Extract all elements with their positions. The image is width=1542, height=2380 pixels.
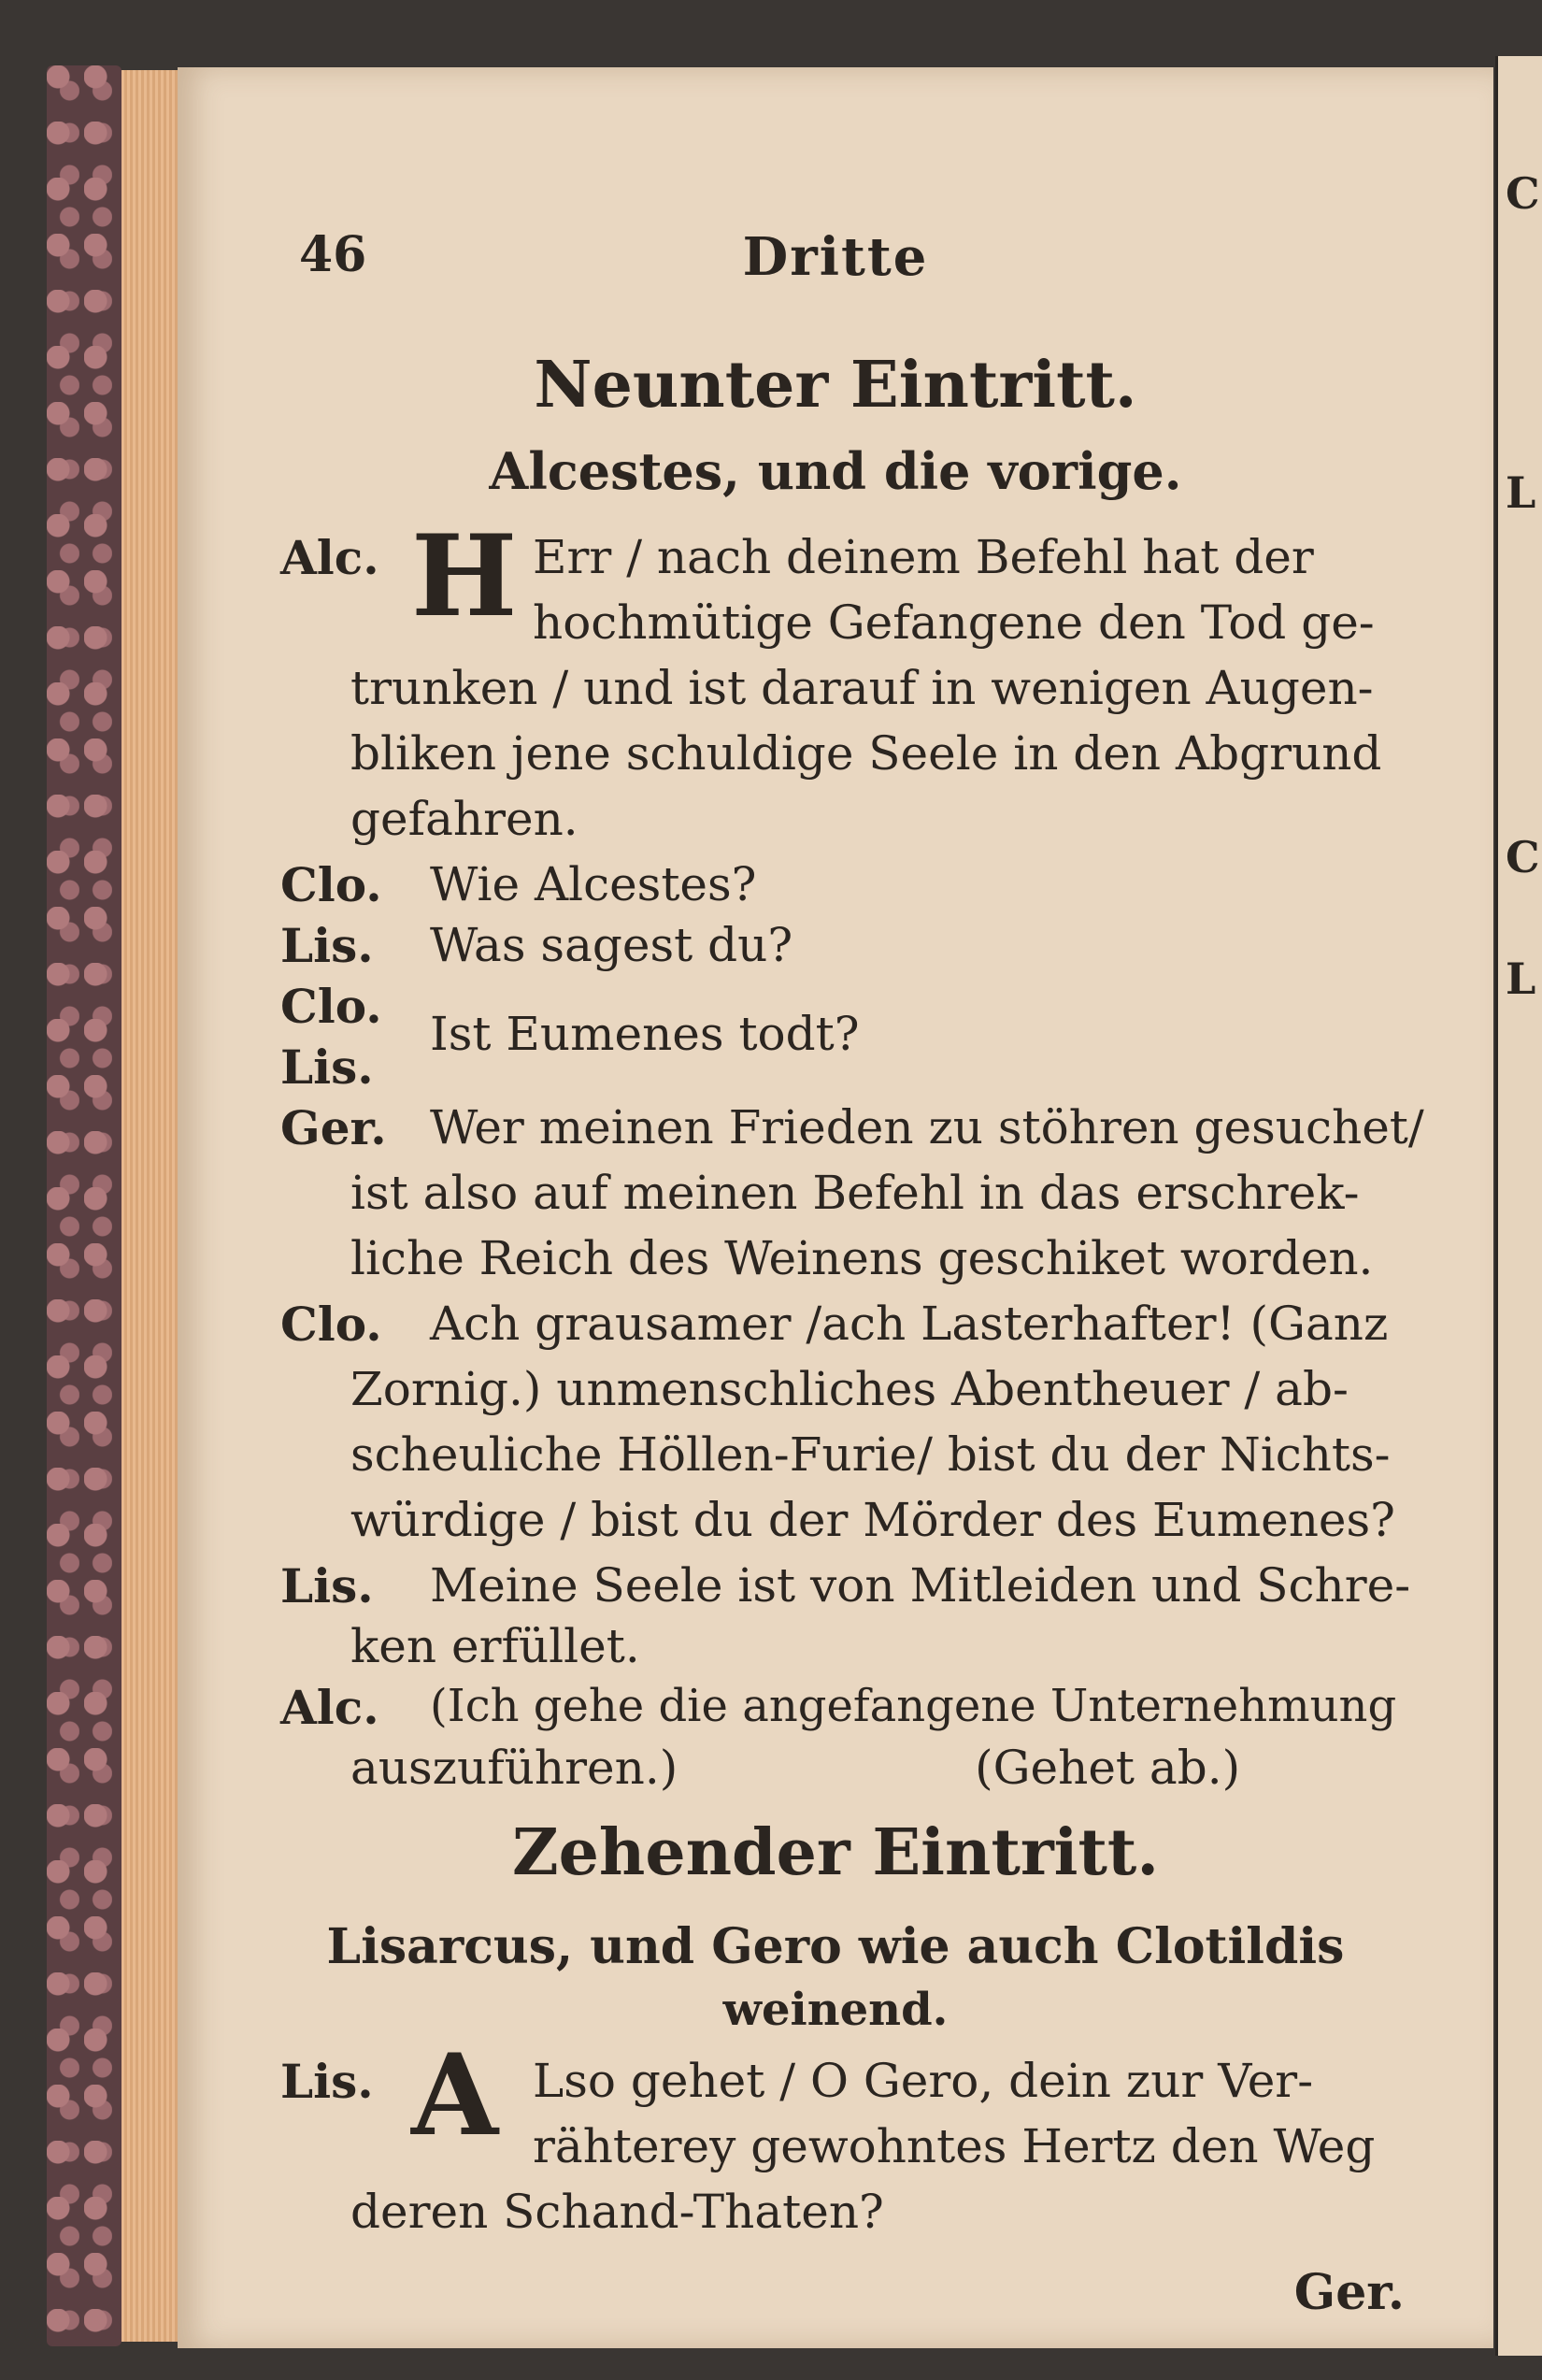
facing-letter: L: [1506, 953, 1536, 1004]
text-line: ken erfüllet.: [350, 1619, 640, 1673]
page-header: [178, 226, 1493, 301]
text-line: rähterey gewohntes Hertz den Weg: [533, 2119, 1376, 2173]
text-line: (Ich gehe die angefangene Unternehmung: [430, 1680, 1397, 1732]
text-line: Wie Alcestes?: [430, 857, 757, 911]
drop-capital: H: [411, 510, 518, 642]
speaker-label: Ger.: [280, 1100, 387, 1155]
text-line: hochmütige Gefangene den Tod ge-: [533, 595, 1375, 650]
speaker-label: Clo.: [280, 1297, 382, 1352]
scene-10-title: Zehender Eintritt.: [511, 1815, 1160, 1890]
facing-letter: L: [1506, 467, 1536, 518]
text-line: bliken jene schuldige Seele in den Abgrund: [350, 726, 1382, 781]
text-line: ist also auf meinen Befehl in das erschrek-: [350, 1166, 1360, 1220]
speaker-label: Alc.: [280, 1680, 379, 1735]
text-line: Lso gehet / O Gero, dein zur Ver-: [533, 2054, 1314, 2108]
text-line: Meine Seele ist von Mitleiden und Schre-: [430, 1558, 1411, 1613]
book-page: [178, 67, 1493, 2348]
scene-9-title: Neunter Eintritt.: [534, 348, 1137, 423]
scene-9-subtitle: Alcestes, und die vorige.: [489, 441, 1182, 501]
scene-10-subtitle-2: weinend.: [722, 1984, 949, 2036]
text-line: Was sagest du?: [430, 918, 793, 972]
facing-page: [1495, 56, 1542, 2356]
speaker-label: Lis.: [280, 1039, 374, 1095]
text-line: scheuliche Höllen-Furie/ bist du der Nichts-: [350, 1427, 1391, 1482]
drop-capital: A: [411, 2029, 499, 2161]
text-line: auszuführen.) (Gehet ab.): [350, 1741, 1241, 1795]
page-number: 46: [299, 226, 367, 283]
speaker-label: Lis.: [280, 1558, 374, 1613]
speaker-label: Lis.: [280, 918, 374, 973]
book-spine: [47, 65, 121, 2346]
speaker-label: Clo.: [280, 857, 382, 912]
running-head: Dritte: [742, 226, 929, 288]
text-line: Zornig.) unmenschliches Abentheuer / ab-: [350, 1362, 1349, 1416]
text-line: liche Reich des Weinens geschiket worden.: [350, 1231, 1374, 1285]
text-line: trunken / und ist darauf in wenigen Augen-: [350, 661, 1374, 715]
text-line: Ist Eumenes todt?: [430, 1007, 860, 1061]
facing-letter: C: [1506, 832, 1540, 882]
speaker-label: Clo.: [280, 979, 382, 1034]
text-line: Ach grausamer /ach Lasterhafter! (Ganz: [430, 1297, 1389, 1351]
text-line: Wer meinen Frieden zu stöhren gesuchet/: [430, 1100, 1424, 1154]
speaker-label: Lis.: [280, 2054, 374, 2109]
text-line: deren Schand-Thaten?: [350, 2185, 884, 2239]
text-line: würdige / bist du der Mörder des Eumenes?: [350, 1493, 1395, 1547]
catchword: Ger.: [1293, 2264, 1405, 2321]
facing-letter: C: [1506, 168, 1540, 219]
scene-10-subtitle: Lisarcus, und Gero wie auch Clotildis: [326, 1918, 1345, 1975]
text-line: Err / nach deinem Befehl hat der: [533, 530, 1314, 584]
text-line: gefahren.: [350, 792, 578, 846]
speaker-label: Alc.: [280, 530, 379, 585]
